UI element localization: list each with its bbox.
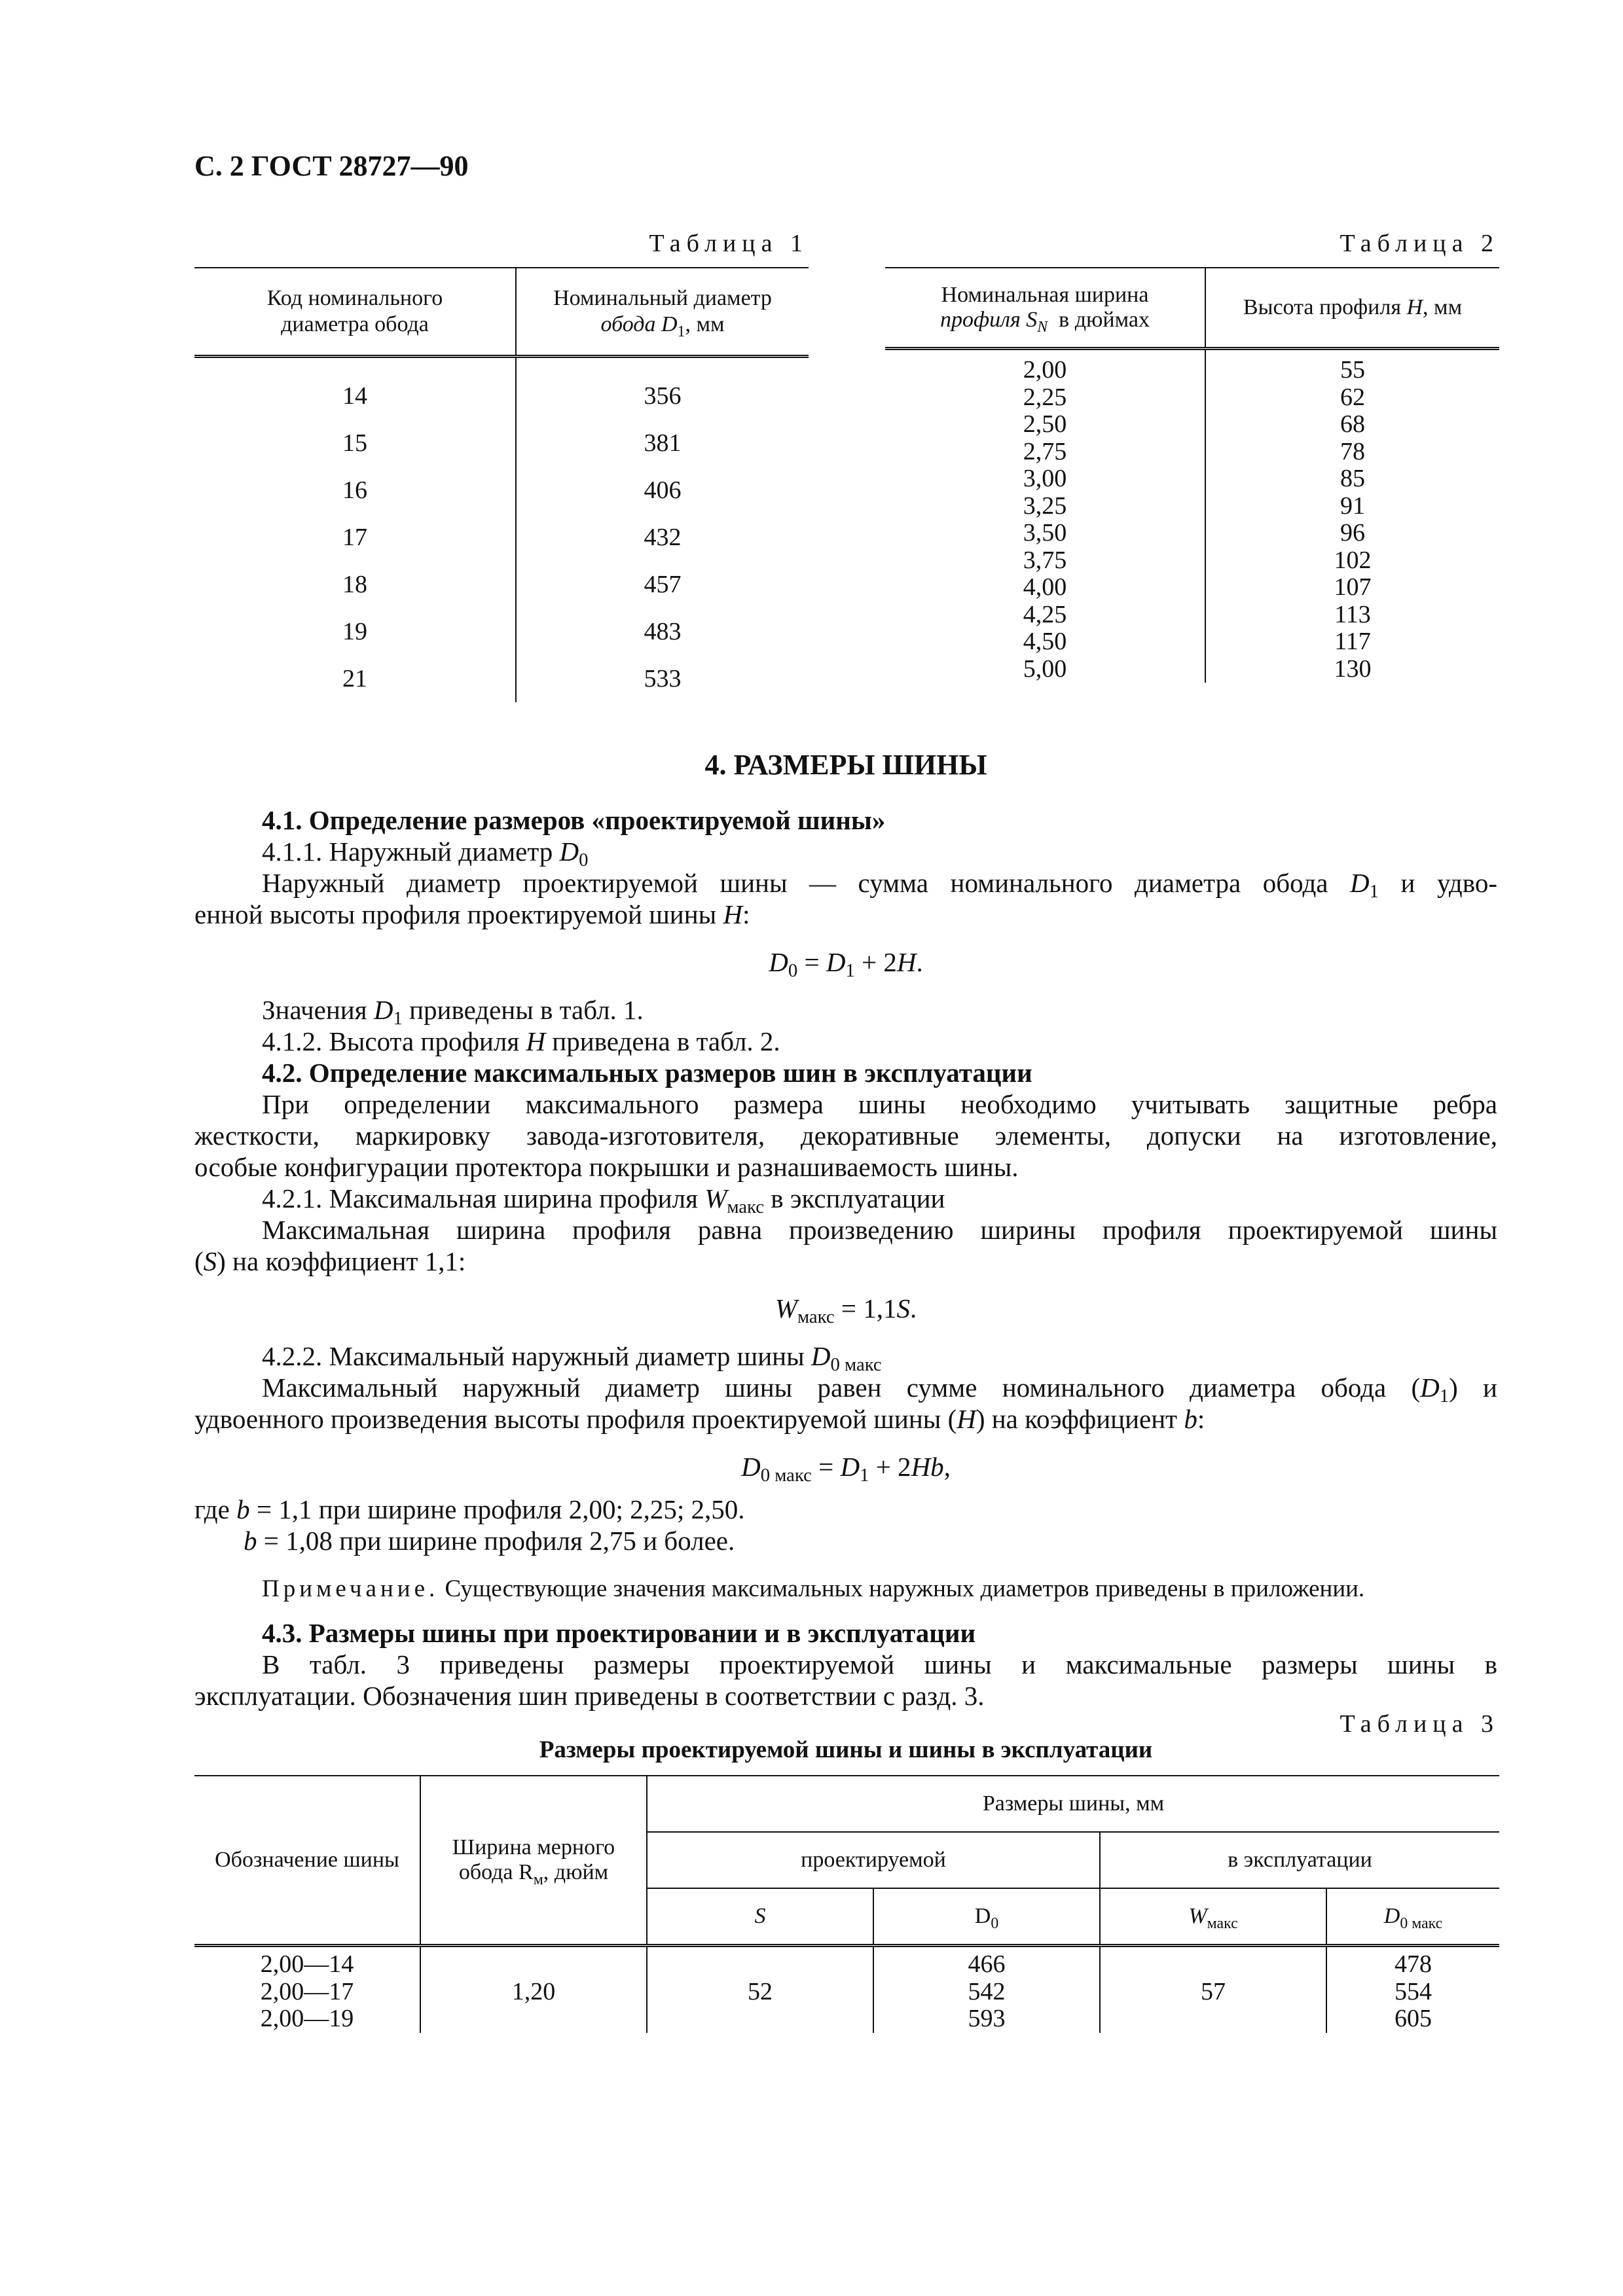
- table3-header-d0max: [1326, 1888, 1499, 1946]
- table2-cell-width: 4,50: [885, 628, 1205, 656]
- table3-header-rim-line1: Ширина мерного: [452, 1835, 615, 1859]
- table1-header-code-line2: диаметра обода: [281, 312, 429, 336]
- table3-cell-rim: 1,20: [420, 1946, 647, 2033]
- table3-cell-s: 52: [647, 1946, 873, 2033]
- text: 4.2.1. Максимальная ширина профиля: [262, 1183, 705, 1213]
- table3-header-d0: [873, 1888, 1100, 1946]
- table2-cell-height: 102: [1334, 546, 1372, 574]
- table3-header-d0max-text: D: [1383, 1904, 1400, 1928]
- text: =: [797, 947, 826, 977]
- section-4-2-title: 4.2. Определение максимальных размеров шин в эксплуатации: [262, 1058, 1032, 1088]
- table1-cell-diameter: 406: [644, 476, 682, 504]
- symbol: H: [526, 1026, 546, 1056]
- table-row: [194, 561, 809, 608]
- table1-cell-code: 18: [194, 561, 516, 608]
- symbol: W: [704, 1183, 727, 1213]
- table2-cell-width: 2,50: [885, 411, 1205, 439]
- table3-d0-value: 542: [968, 1977, 1006, 2005]
- text: Максимальный наружный диаметр шины равен сумме номинального диаметра обода (: [262, 1372, 1421, 1403]
- table3-header-wmax: [1100, 1888, 1326, 1946]
- table2-cell-width: 2,25: [885, 384, 1205, 412]
- text: Наружный диаметр проектируемой шины — сумма номинального диаметра обода: [262, 868, 1351, 898]
- symbol: D: [769, 947, 788, 977]
- table3-title: Размеры проектируемой шины и шины в эксплуатации: [539, 1736, 1153, 1763]
- table3-header-rim-text: обода R: [458, 1860, 534, 1884]
- table3-cell-d0: [873, 1946, 1100, 2033]
- table2-cell-width: 4,25: [885, 601, 1205, 629]
- table2-cell-width: 2,00: [885, 349, 1205, 384]
- table-row: [885, 601, 1499, 629]
- text: = 1,1 при ширине профиля 2,00; 2,25; 2,50.: [249, 1494, 745, 1524]
- table3-d0max-value: 478: [1395, 1950, 1432, 1978]
- symbol: b: [244, 1526, 257, 1556]
- subscript: 1: [860, 1465, 869, 1486]
- table2-header-width-sub: N: [1037, 319, 1048, 336]
- table1-header-code: [194, 268, 516, 357]
- table2-cell-width: 4,00: [885, 574, 1205, 601]
- table2-header-width: [885, 268, 1205, 349]
- table2-cell-height: 62: [1340, 383, 1365, 411]
- table1-cell-diameter: 356: [644, 382, 682, 410]
- paragraph-line: При определении максимального размера шины необходимо учитывать защитные ребра: [262, 1089, 1497, 1119]
- table-row: [885, 547, 1499, 575]
- table-row: [885, 574, 1499, 601]
- table-row: [885, 384, 1499, 412]
- table-row: [194, 467, 809, 514]
- subscript: макс: [727, 1196, 764, 1217]
- section-4-2-2-title: [262, 1341, 1497, 1375]
- table1-header-diameter-line1: Номинальный диаметр: [553, 286, 772, 310]
- text: :: [1197, 1404, 1205, 1434]
- symbol: D: [741, 1452, 761, 1482]
- table2-cell-height: 55: [1340, 356, 1365, 384]
- table2-caption: Таблица 2: [1340, 230, 1499, 257]
- text: Значения: [262, 995, 374, 1025]
- table1-cell-diameter: 457: [644, 571, 682, 598]
- table3-d0max-value: 554: [1395, 1977, 1432, 2005]
- table1-header-diameter-sub: 1: [677, 323, 685, 340]
- symbol: D: [1420, 1372, 1440, 1403]
- table-row: [885, 349, 1499, 384]
- text: ) на коэффициент: [976, 1404, 1184, 1434]
- table2-cell-height: 117: [1334, 628, 1371, 655]
- symbol: H: [957, 1404, 976, 1434]
- paragraph-line: особые конфигурации протектора покрышки и разнашиваемость шины.: [194, 1152, 1019, 1182]
- paragraph-line: Максимальная ширина профиля равна произведению ширины профиля проектируемой шины: [262, 1215, 1497, 1245]
- table1-cell-code: 21: [194, 655, 516, 702]
- text: в эксплуатации: [764, 1183, 945, 1213]
- text: и удво-: [1378, 868, 1497, 898]
- table1-header-diameter-text: обода D: [600, 312, 678, 336]
- text: + 2: [854, 947, 897, 977]
- table2-header-height-text: Высота профиля: [1243, 295, 1407, 319]
- section-4-1-1-title: [262, 836, 1497, 870]
- table3-header-wmax-text: W: [1188, 1904, 1207, 1928]
- table3-header-designed: проектируемой: [647, 1832, 1100, 1888]
- table3-designation-value: 2,00—19: [260, 2005, 354, 2032]
- subscript: 1: [1439, 1386, 1450, 1407]
- table2-header-height: [1205, 268, 1499, 349]
- paragraph-line: [194, 1404, 1497, 1434]
- table2-cell-width: 2,75: [885, 439, 1205, 466]
- table1-cell-code: 17: [194, 514, 516, 561]
- table-row: [194, 1946, 1499, 2033]
- table2-header-height-unit: , мм: [1423, 295, 1463, 319]
- symbol: D: [559, 836, 579, 867]
- table2: [885, 267, 1499, 683]
- table2-cell-height: 113: [1334, 600, 1371, 628]
- table-row: [194, 655, 809, 702]
- table1-cell-diameter: 381: [644, 429, 682, 457]
- table3-cell-d0max: [1326, 1946, 1499, 2033]
- text: 4.1.1. Наружный диаметр: [262, 836, 560, 867]
- subscript: 0: [579, 850, 589, 870]
- symbol: H: [723, 899, 743, 929]
- table2-cell-height: 68: [1340, 410, 1365, 438]
- table2-cell-width: 3,50: [885, 520, 1205, 547]
- table3-header-rim: [420, 1776, 647, 1946]
- table-row: [885, 439, 1499, 466]
- table-row: [194, 420, 809, 467]
- subscript: макс: [797, 1306, 835, 1327]
- text: + 2: [869, 1452, 911, 1482]
- table3-cell-designation: [194, 1946, 420, 2033]
- table2-cell-height: 91: [1340, 492, 1365, 520]
- table2-cell-width: 3,00: [885, 465, 1205, 493]
- table2-cell-width: 5,00: [885, 656, 1205, 683]
- table-row: [885, 465, 1499, 493]
- symbol: D: [373, 995, 393, 1025]
- table3-d0max-value: 605: [1395, 2005, 1432, 2032]
- table-row: [885, 411, 1499, 439]
- table2-cell-height: 78: [1340, 437, 1365, 465]
- note: [262, 1574, 1497, 1604]
- table3-designation-value: 2,00—14: [260, 1950, 354, 1978]
- table1-header-code-line1: Код номинального: [266, 286, 443, 310]
- table-row: [885, 656, 1499, 683]
- subscript: 1: [1369, 881, 1379, 902]
- table1-cell-diameter: 533: [644, 665, 682, 692]
- subscript: 1: [393, 1008, 403, 1029]
- text: (: [194, 1246, 204, 1276]
- table1-cell-code: 15: [194, 420, 516, 467]
- table3-header-rim-unit: , дюйм: [543, 1860, 609, 1884]
- paragraph-line: эксплуатации. Обозначения шин приведены в соответствии с разд. 3.: [194, 1681, 985, 1711]
- symbol: b: [1184, 1404, 1197, 1434]
- table-row: [194, 372, 809, 420]
- text: енной высоты профиля проектируемой шины: [194, 899, 723, 929]
- text: ) на коэффициент 1,1:: [217, 1246, 466, 1276]
- section-title: 4. РАЗМЕРЫ ШИНЫ: [704, 749, 987, 781]
- table2-cell-height: 96: [1340, 519, 1365, 547]
- symbol: S: [896, 1293, 910, 1323]
- text: =: [811, 1452, 841, 1482]
- table2-cell-width: 3,75: [885, 547, 1205, 575]
- section-4-2-1-title: [262, 1183, 1497, 1217]
- subscript: 0 макс: [760, 1465, 812, 1486]
- table3-header-operation: в эксплуатации: [1100, 1832, 1499, 1888]
- text: приведена в табл. 2.: [545, 1026, 780, 1056]
- text: :: [742, 899, 750, 929]
- text: .: [909, 1293, 917, 1323]
- table3-header-wmax-sub: макс: [1207, 1915, 1238, 1932]
- formula-wmax: [194, 1293, 1497, 1327]
- text: ,: [943, 1452, 951, 1482]
- subscript: 0: [788, 960, 798, 981]
- table3-d0-value: 466: [968, 1950, 1006, 1978]
- text: где: [194, 1494, 237, 1524]
- symbol: D: [1350, 868, 1370, 898]
- table-row: [885, 628, 1499, 656]
- formula-d0max: [194, 1452, 1497, 1486]
- symbol: H: [896, 947, 917, 977]
- table3-designation-value: 2,00—17: [260, 1977, 354, 2005]
- paragraph-line: [262, 1372, 1497, 1407]
- text: 4.1.2. Высота профиля: [262, 1026, 526, 1056]
- paragraph-line: жесткости, маркировку завода-изготовителя, декоративные элементы, допуски на изготовление,: [194, 1121, 1497, 1151]
- where-line-2: [244, 1526, 1546, 1556]
- table3-header-sizes: Размеры шины, мм: [647, 1776, 1499, 1832]
- table1-caption: Таблица 1: [649, 230, 809, 257]
- where-line-1: [194, 1494, 1497, 1524]
- formula-d0: [194, 947, 1497, 981]
- table3-cell-wmax: 57: [1100, 1946, 1326, 2033]
- table3-header-s: S: [647, 1888, 873, 1946]
- table3-header-d0-text: D: [974, 1904, 991, 1928]
- symbol: Hb: [911, 1452, 944, 1482]
- table3-header-d0max-sub: 0 макс: [1400, 1915, 1443, 1932]
- table3-caption: Таблица 3: [1340, 1710, 1499, 1738]
- subscript: 1: [845, 960, 855, 981]
- symbol: b: [236, 1494, 250, 1524]
- text: удвоенного произведения высоты профиля проектируемой шины (: [194, 1404, 957, 1434]
- subscript: 0 макс: [830, 1354, 882, 1375]
- table2-cell-height: 130: [1334, 655, 1372, 683]
- table1-cell-diameter: 432: [644, 524, 682, 551]
- table2-header-width-line1: Номинальная ширина: [941, 283, 1149, 307]
- table1-cell-code: 19: [194, 608, 516, 655]
- text: = 1,1: [834, 1293, 897, 1323]
- table-row: [885, 493, 1499, 520]
- note-label: Примечание.: [262, 1575, 439, 1602]
- section-4-3-title: 4.3. Размеры шины при проектировании и в эксплуатации: [262, 1618, 976, 1648]
- page-header: С. 2 ГОСТ 28727—90: [194, 150, 469, 182]
- table3-header-d0-sub: 0: [991, 1915, 999, 1932]
- table1-cell-code: 14: [194, 372, 516, 420]
- table1-cell-diameter: 483: [644, 618, 682, 645]
- text: = 1,08 при ширине профиля 2,75 и более.: [257, 1526, 735, 1556]
- symbol: D: [826, 947, 846, 977]
- text: ) и: [1449, 1372, 1497, 1403]
- table1-header-diameter: [516, 268, 809, 357]
- table3: [194, 1775, 1499, 2033]
- table3-header-designation: Обозначение шины: [194, 1776, 420, 1946]
- table-row: [885, 520, 1499, 547]
- section-4-1-title: 4.1. Определение размеров «проектируемой шины»: [262, 805, 886, 835]
- table3-header-rim-sub: м: [533, 1871, 543, 1888]
- symbol: D: [840, 1452, 860, 1482]
- table2-cell-height: 85: [1340, 465, 1365, 492]
- paragraph-line: [262, 995, 1497, 1029]
- table-row: [194, 514, 809, 561]
- text: 4.2.2. Максимальный наружный диаметр шины: [262, 1341, 811, 1371]
- text: приведены в табл. 1.: [402, 995, 644, 1025]
- table1-header-diameter-unit: , мм: [685, 312, 725, 336]
- paragraph-line: В табл. 3 приведены размеры проектируемой шины и максимальные размеры шины в: [262, 1649, 1497, 1679]
- table-row: [194, 608, 809, 655]
- table2-header-width-unit: в дюймах: [1048, 308, 1150, 332]
- note-text: Существующие значения максимальных наружных диаметров приведены в приложении.: [439, 1575, 1365, 1602]
- table2-cell-width: 3,25: [885, 493, 1205, 520]
- table2-header-height-symbol: H: [1406, 295, 1423, 319]
- table2-cell-height: 107: [1334, 573, 1372, 601]
- section-4-1-2: [262, 1026, 1497, 1056]
- table2-header-width-text: профиля S: [940, 308, 1038, 332]
- symbol: S: [203, 1246, 217, 1276]
- table3-d0-value: 593: [968, 2005, 1006, 2032]
- symbol: W: [775, 1293, 797, 1323]
- paragraph-line: [194, 1246, 1497, 1276]
- table1: [194, 267, 809, 702]
- paragraph-line: [262, 868, 1497, 902]
- text: .: [916, 947, 923, 977]
- table1-cell-code: 16: [194, 467, 516, 514]
- symbol: D: [811, 1341, 831, 1371]
- paragraph-line: [194, 899, 1497, 929]
